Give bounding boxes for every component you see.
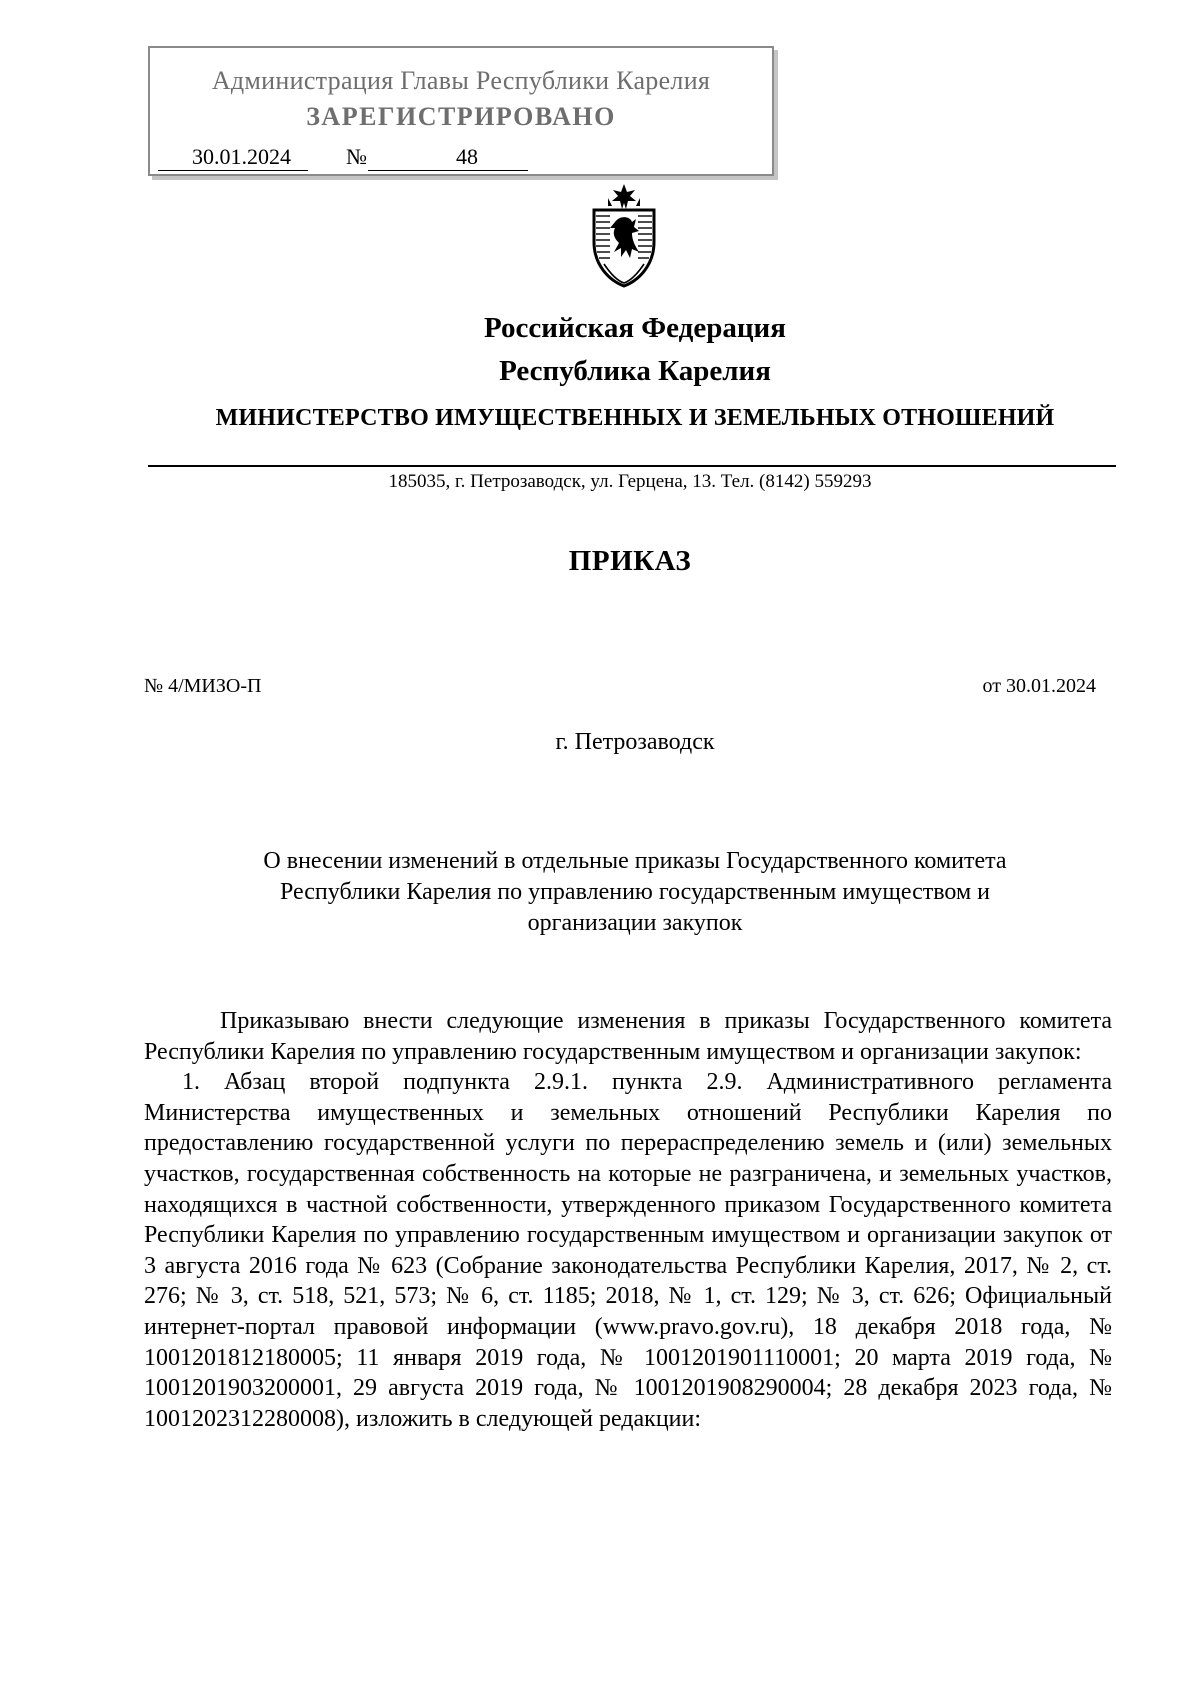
document-number: № 4/МИЗО-П [144,675,262,697]
document-body [144,1006,1112,1434]
federation-heading: Российская Федерация [484,312,786,344]
stamp-number-sign: № [346,144,367,169]
document-subject [160,846,1110,939]
stamp-date-underline [158,170,308,171]
ministry-heading: МИНИСТЕРСТВО ИМУЩЕСТВЕННЫХ И ЗЕМЕЛЬНЫХ ОТНОШЕНИЙ [215,405,1055,431]
subject-line: О внесении изменений в отдельные приказы Государственного комитета [263,848,1007,874]
karelia-coat-of-arms-icon [588,182,660,290]
stamp-date: 30.01.2024 [192,144,291,169]
document-date: от 30.01.2024 [982,675,1096,697]
subject-line: Республики Карелия по управлению государственным имуществом и [279,879,990,905]
subject-line: организации закупок [527,910,743,936]
stamp-registered: ЗАРЕГИСТРИРОВАНО [306,102,616,131]
body-paragraph-intro: Приказываю внести следующие изменения в приказы Государственного комитета Республики Карелия по управлению государственным имуществом и организации закупок: [144,1008,1112,1065]
stamp-authority: Администрация Главы Республики Карелия [211,66,711,95]
document-title: ПРИКАЗ [568,545,692,577]
document-city: г. Петрозаводск [555,729,715,755]
ministry-address: 185035, г. Петрозаводск, ул. Герцена, 13. Тел. (8142) 559293 [388,471,872,492]
republic-heading: Республика Карелия [499,355,771,387]
stamp-number-underline [368,170,528,171]
header-divider [148,465,1116,467]
body-paragraph-item-1: 1. Абзац второй подпункта 2.9.1. пункта 2.9. Административного регламента Министерства имущественных и земельных отношений Республики Карелия по предоставлению государственной услуги по перераспределению земель и (или) земельных участков, государственная собственность на которые не разграничена, и земельных участков, находящихся в частной собственности, утвержденного приказом Государственного комитета Республики Карелия по управлению государственным имуществом и организации закупок от 3 августа 2016 года № 623 (Собрание законодательства Республики Карелия, 2017, № 2, ст. 276; № 3, ст. 518, 521, 573; № 6, ст. 1185; 2018, № 1, ст. 129; № 3, ст. 626; Официальный интернет-портал правовой информации (www.pravo.gov.ru), 18 декабря 2018 года, № 1001201812180005; 11 января 2019 года, № 1001201901110001; 20 марта 2019 года, № 1001201903200001, 29 августа 2019 года, № 1001201908290004; 28 декабря 2023 года, № 1001202312280008), изложить в следующей редакции: [144,1069,1112,1432]
stamp-number: 48 [456,144,478,169]
registration-stamp [148,46,774,176]
